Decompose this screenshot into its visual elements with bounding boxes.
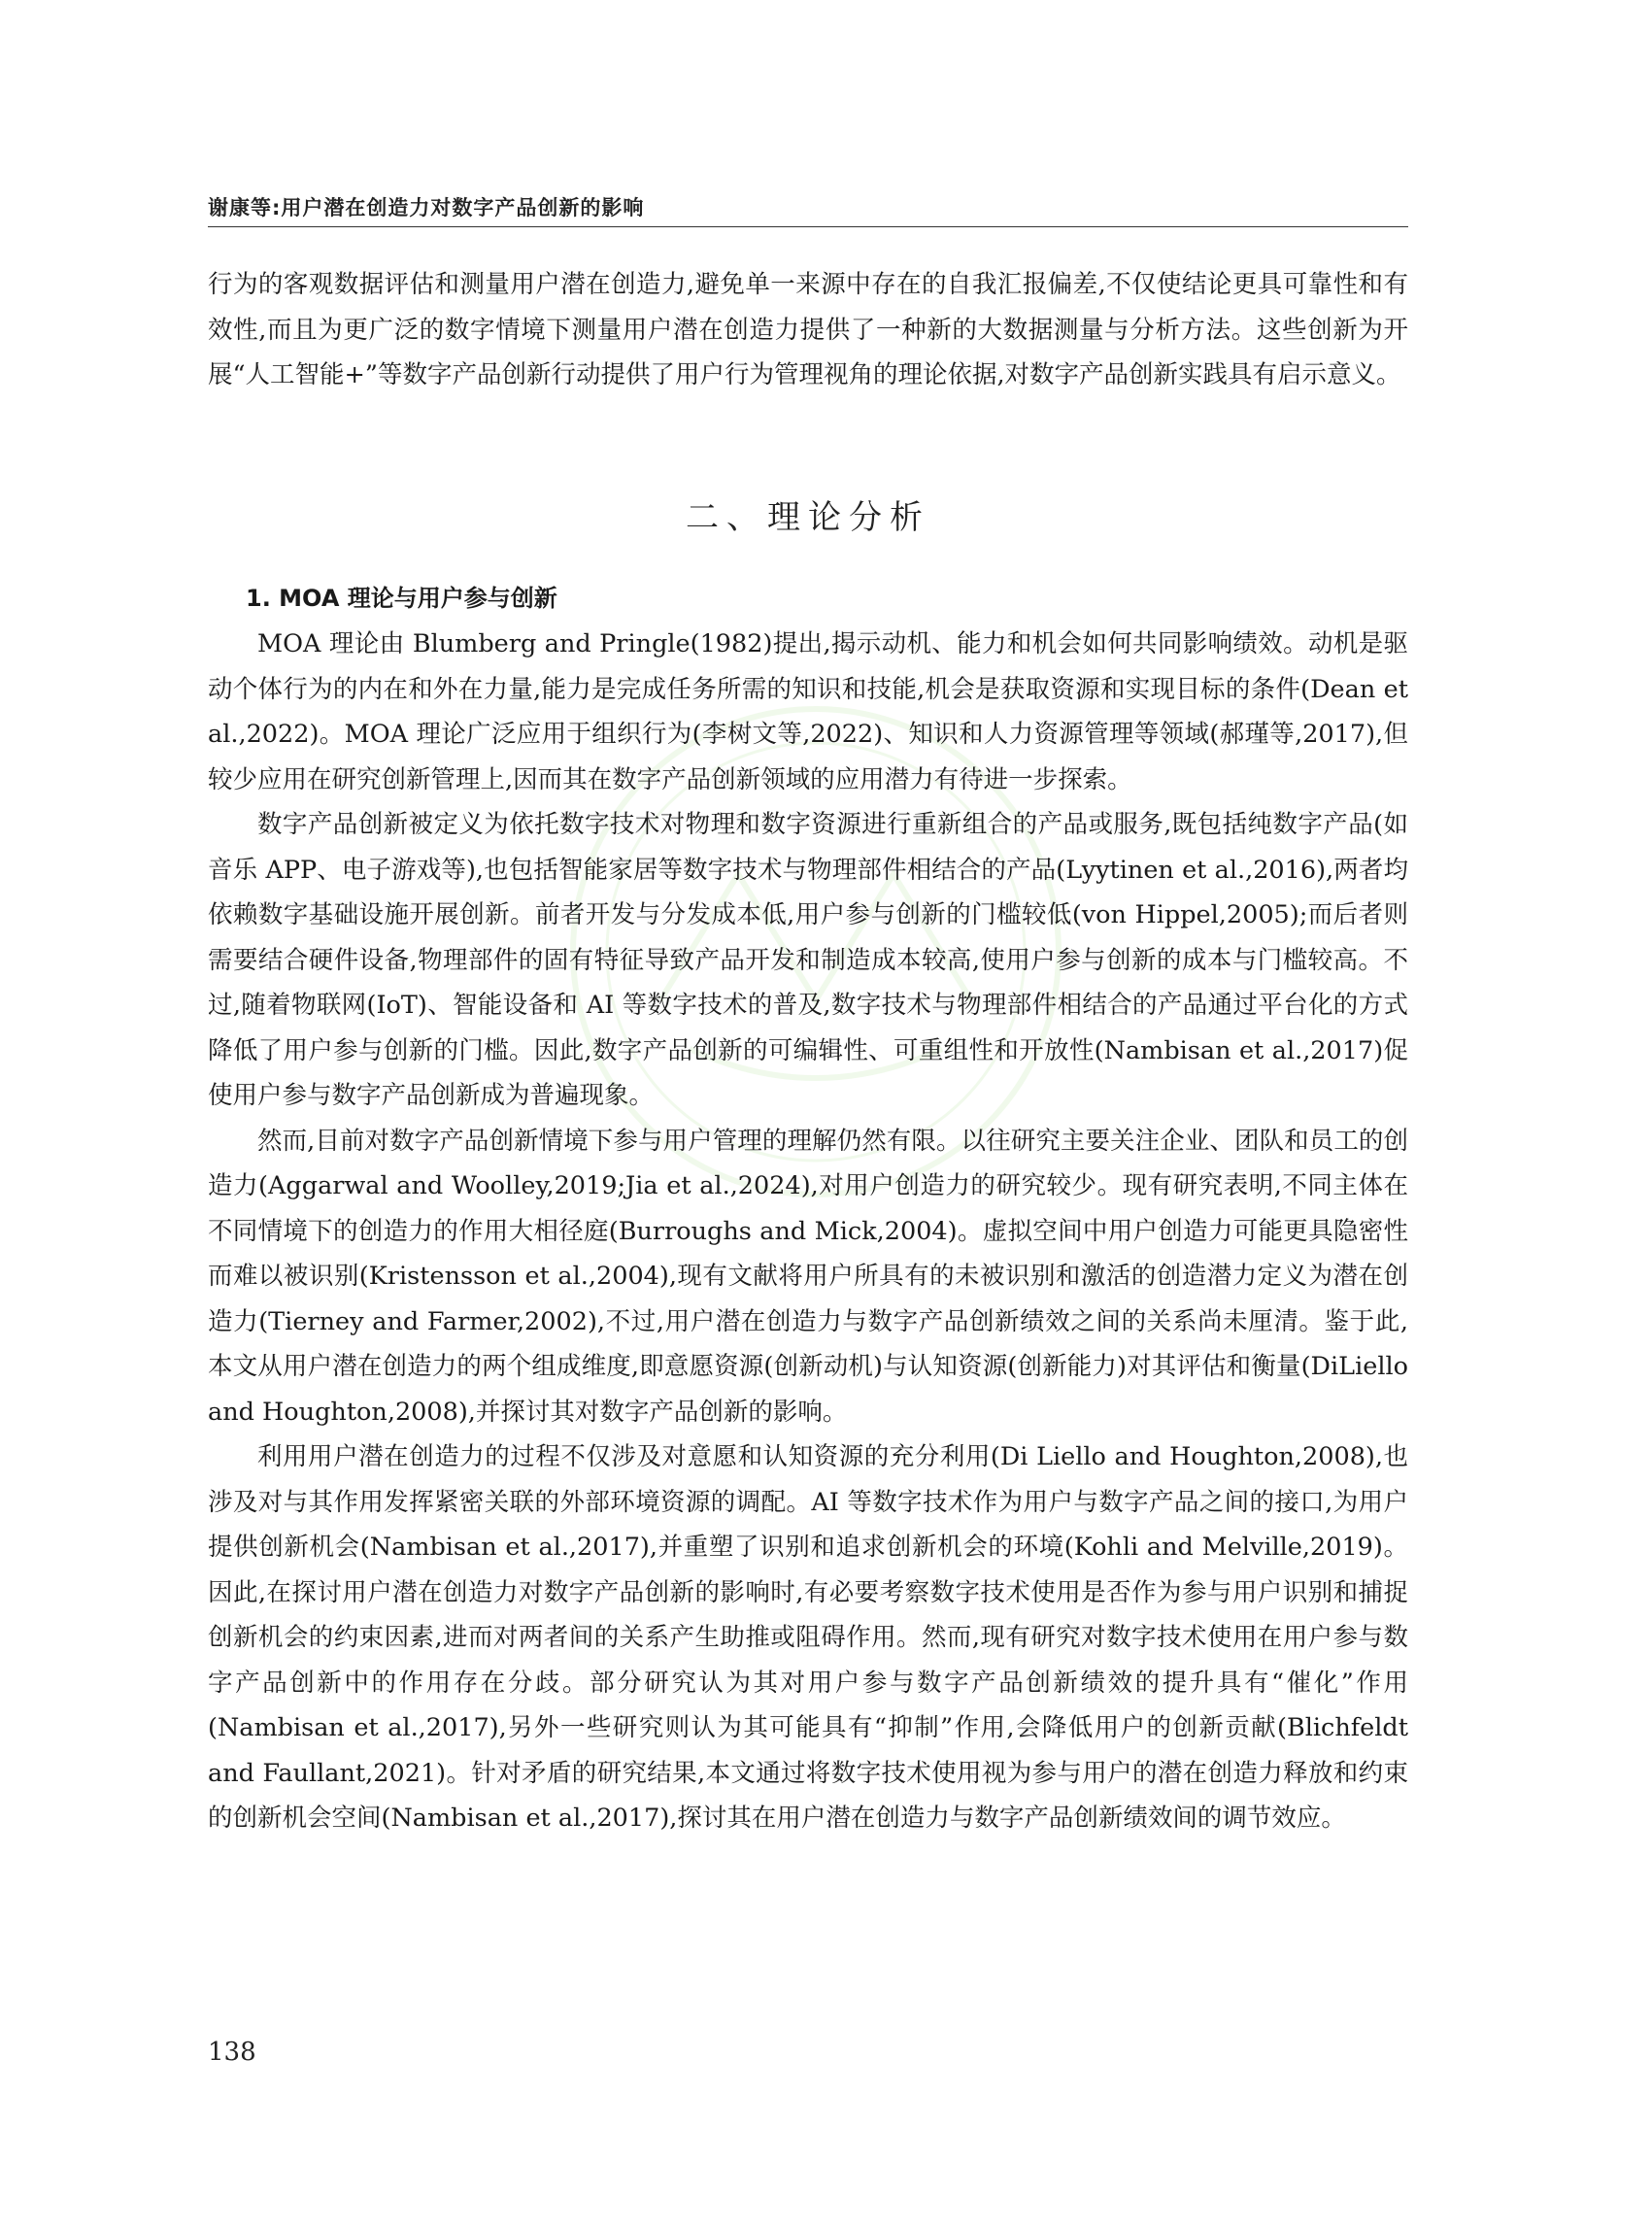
subsection-title: 1. MOA 理论与用户参与创新 xyxy=(246,585,557,612)
running-header: 谢康等:用户潜在创造力对数字产品创新的影响 xyxy=(208,196,645,219)
paragraph-digital-technology-use: 利用用户潜在创造力的过程不仅涉及对意愿和认知资源的充分利用(Di Liello and Houghton,2008),也涉及对与其作用发挥紧密关联的外部环境资源的调配。AI 等数字技术作为用户与数字产品之间的接口,为用户提供创新机会(Nambisan et al.,2017),并重塑了识别和追求创新机会的环境(Kohli and Melville,2019)。因此,在探讨用户潜在创造力对数字产品创新的影响时,有必要考察数字技术使用是否作为参与用户识别和捕捉创新机会的约束因素,进而对两者间的关系产生助推或阻碍作用。然而,现有研究对数字技术使用在用户参与数字产品创新中的作用存在分歧。部分研究认为其对用户参与数字产品创新绩效的提升具有“催化”作用(Nambisan et al.,2017),另外一些研究则认为其可能具有“抑制”作用,会降低用户的创新贡献(Blichfeldt and Faullant,2021)。针对矛盾的研究结果,本文通过将数字技术使用视为参与用户的潜在创造力释放和约束的创新机会空间(Nambisan et al.,2017),探讨其在用户潜在创造力与数字产品创新绩效间的调节效应。 xyxy=(208,1442,1408,1833)
main-text-block xyxy=(208,622,1408,1841)
intro-paragraph: 行为的客观数据评估和测量用户潜在创造力,避免单一来源中存在的自我汇报偏差,不仅使结论更具可靠性和有效性,而且为更广泛的数字情境下测量用户潜在创造力提供了一种新的大数据测量与分析方法。这些创新为开展“人工智能+”等数字产品创新行动提供了用户行为管理视角的理论依据,对数字产品创新实践具有启示意义。 xyxy=(208,270,1408,389)
page-number: 138 xyxy=(208,2038,256,2067)
paragraph-moa-theory: MOA 理论由 Blumberg and Pringle(1982)提出,揭示动机、能力和机会如何共同影响绩效。动机是驱动个体行为的内在和外在力量,能力是完成任务所需的知识和技能,机会是获取资源和实现目标的条件(Dean et al.,2022)。MOA 理论广泛应用于组织行为(李树文等,2022)、知识和人力资源管理等领域(郝瑾等,2017),但较少应用在研究创新管理上,因而其在数字产品创新领域的应用潜力有待进一步探索。 xyxy=(208,629,1408,794)
intro-paragraph-block xyxy=(208,262,1408,398)
paragraph-digital-product-innovation: 数字产品创新被定义为依托数字技术对物理和数字资源进行重新组合的产品或服务,既包括纯数字产品(如音乐 APP、电子游戏等),也包括智能家居等数字技术与物理部件相结合的产品(Lyytinen et al.,2016),两者均依赖数字基础设施开展创新。前者开发与分发成本低,用户参与创新的门槛较低(von Hippel,2005);而后者则需要结合硬件设备,物理部件的固有特征导致产品开发和制造成本较高,使用户参与创新的成本与门槛较高。不过,随着物联网(IoT)、智能设备和 AI 等数字技术的普及,数字技术与物理部件相结合的产品通过平台化的方式降低了用户参与创新的门槛。因此,数字产品创新的可编辑性、可重组性和开放性(Nambisan et al.,2017)促使用户参与数字产品创新成为普遍现象。 xyxy=(208,810,1408,1110)
header-rule xyxy=(208,226,1408,227)
section-title: 二、理论分析 xyxy=(686,498,930,537)
paragraph-user-creativity: 然而,目前对数字产品创新情境下参与用户管理的理解仍然有限。以往研究主要关注企业、团队和员工的创造力(Aggarwal and Woolley,2019;Jia et al.,2024),对用户创造力的研究较少。现有研究表明,不同主体在不同情境下的创造力的作用大相径庭(Burroughs and Mick,2004)。虚拟空间中用户创造力可能更具隐密性而难以被识别(Kristensson et al.,2004),现有文献将用户所具有的未被识别和激活的创造潜力定义为潜在创造力(Tierney and Farmer,2002),不过,用户潜在创造力与数字产品创新绩效之间的关系尚未厘清。鉴于此,本文从用户潜在创造力的两个组成维度,即意愿资源(创新动机)与认知资源(创新能力)对其评估和衡量(DiLiello and Houghton,2008),并探讨其对数字产品创新的影响。 xyxy=(208,1126,1408,1427)
